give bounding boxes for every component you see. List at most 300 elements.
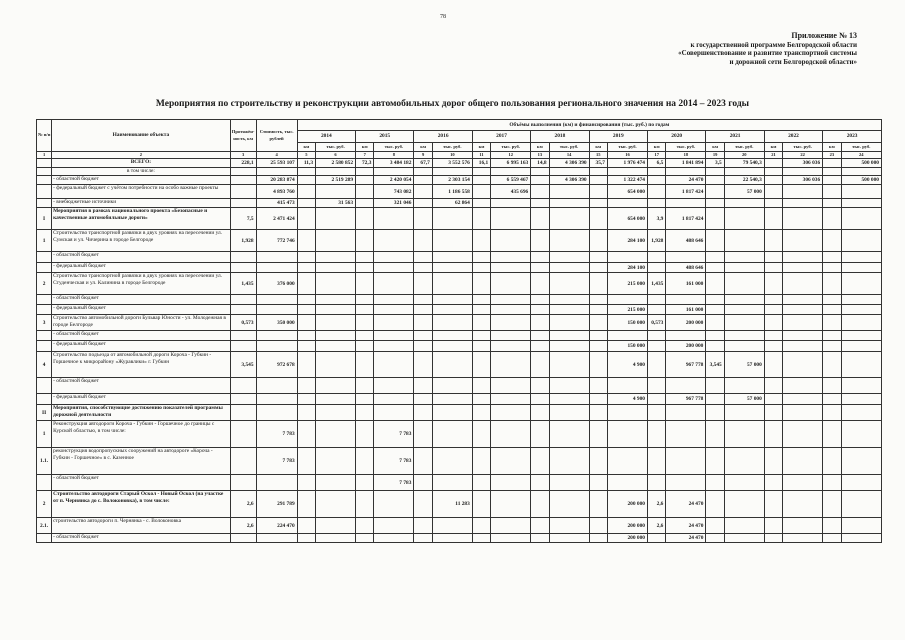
cell-rub: 1 817 424 (666, 208, 706, 230)
cell-rub (549, 378, 589, 394)
cell-rub: 24 470 (666, 176, 706, 185)
cell-rub (316, 208, 356, 230)
cell-km (764, 230, 782, 252)
row-name: Строительство транспортной развязки в двух уровнях на пересечении ул. Студенческая и ул. Калинина в городе Белгороде (52, 273, 230, 295)
cell-rub (491, 475, 531, 491)
cell-km (589, 305, 607, 315)
cell-rub (549, 252, 589, 263)
cell-rub (724, 315, 764, 331)
cell-km (356, 331, 374, 341)
cell-km (648, 168, 666, 176)
cell-rub: 1 186 558 (432, 185, 472, 199)
cell-km (414, 394, 432, 405)
row-length (230, 176, 256, 185)
cell-rub (491, 352, 531, 378)
cell-rub (841, 252, 881, 263)
row-length (230, 252, 256, 263)
cell-km (531, 168, 549, 176)
row-number (37, 331, 52, 341)
header-rub-2015: тыс. руб. (374, 143, 414, 152)
cell-km (472, 341, 490, 352)
row-name: - внебюджетные источники (52, 199, 230, 208)
cell-rub (374, 378, 414, 394)
cell-km (414, 199, 432, 208)
cell-rub: 1 322 474 (607, 176, 647, 185)
cell-km (589, 518, 607, 534)
cell-rub (432, 295, 472, 305)
cell-rub (549, 341, 589, 352)
cell-km (823, 475, 841, 491)
cell-km (648, 185, 666, 199)
cell-rub (841, 168, 881, 176)
header-rub-2023: тыс. руб. (841, 143, 881, 152)
cell-km: 14,8 (531, 159, 549, 168)
cell-rub: 1 976 474 (607, 159, 647, 168)
header-km-2021: км (706, 143, 724, 152)
table-row (37, 331, 882, 341)
header-rub-2022: тыс. руб. (783, 143, 823, 152)
cell-km (706, 252, 724, 263)
cell-km (706, 491, 724, 518)
cell-rub (316, 185, 356, 199)
cell-km (764, 305, 782, 315)
cell-km (823, 518, 841, 534)
cell-rub (491, 534, 531, 543)
cell-km (764, 176, 782, 185)
cell-km (297, 230, 315, 252)
cell-rub: 306 036 (783, 159, 823, 168)
cell-rub (666, 199, 706, 208)
page-number: 78 (440, 14, 446, 20)
cell-km (297, 421, 315, 448)
cell-km (764, 208, 782, 230)
cell-rub (724, 475, 764, 491)
cell-rub (432, 448, 472, 475)
row-number (37, 176, 52, 185)
row-name: ВСЕГО: (52, 159, 230, 168)
cell-km (589, 168, 607, 176)
cell-rub (432, 518, 472, 534)
cell-km (589, 341, 607, 352)
cell-km (589, 273, 607, 295)
cell-rub (374, 352, 414, 378)
cell-km (297, 199, 315, 208)
cell-rub: 654 000 (607, 208, 647, 230)
cell-rub (724, 534, 764, 543)
cell-km (706, 475, 724, 491)
header-col-index: 21 (764, 152, 782, 159)
cell-rub (432, 378, 472, 394)
cell-km (297, 331, 315, 341)
cell-km (531, 421, 549, 448)
cell-rub (491, 341, 531, 352)
cell-km (823, 208, 841, 230)
cell-km (648, 405, 666, 421)
row-number (37, 199, 52, 208)
row-name: - областной бюджет (52, 252, 230, 263)
cell-rub (549, 168, 589, 176)
cell-km (414, 341, 432, 352)
row-length (230, 341, 256, 352)
table-row (37, 448, 882, 475)
cell-km (589, 199, 607, 208)
table-row (37, 159, 882, 168)
cell-rub (666, 252, 706, 263)
row-name: - областной бюджет (52, 475, 230, 491)
row-cost (256, 295, 297, 305)
cell-km (823, 230, 841, 252)
cell-rub: 31 563 (316, 199, 356, 208)
row-length: 2,6 (230, 518, 256, 534)
cell-rub (374, 331, 414, 341)
cell-km (764, 534, 782, 543)
cell-rub (607, 252, 647, 263)
cell-km (472, 273, 490, 295)
cell-km (648, 331, 666, 341)
cell-km (472, 230, 490, 252)
table-row (37, 199, 882, 208)
row-cost: 291 789 (256, 491, 297, 518)
header-year-2014: 2014 (297, 131, 355, 143)
row-length (230, 263, 256, 273)
row-name: - федеральный бюджет (52, 394, 230, 405)
cell-km (531, 252, 549, 263)
row-cost (256, 168, 297, 176)
cell-km (531, 208, 549, 230)
cell-rub (374, 305, 414, 315)
row-cost: 350 000 (256, 315, 297, 331)
cell-rub (724, 168, 764, 176)
cell-km (472, 185, 490, 199)
row-cost: 224 470 (256, 518, 297, 534)
cell-km (706, 394, 724, 405)
row-name: - федеральный бюджет (52, 263, 230, 273)
cell-rub (724, 331, 764, 341)
cell-rub: 24 470 (666, 518, 706, 534)
cell-km (472, 263, 490, 273)
row-number: 2.1. (37, 518, 52, 534)
cell-km (297, 176, 315, 185)
row-length (230, 448, 256, 475)
header-km-2023: км (823, 143, 841, 152)
row-cost: 25 593 107 (256, 159, 297, 168)
cell-rub: 6 995 163 (491, 159, 531, 168)
header-col-index: 24 (841, 152, 881, 159)
cell-rub (432, 168, 472, 176)
cell-rub: 161 000 (666, 305, 706, 315)
header-volumes: Объёмы выполнения (км) и финансирования (тыс. руб.) по годам (297, 120, 881, 131)
cell-km (531, 199, 549, 208)
cell-rub (607, 378, 647, 394)
header-year-2015: 2015 (356, 131, 414, 143)
table-row (37, 394, 882, 405)
header-col-index: 5 (297, 152, 315, 159)
row-length: 7,5 (230, 208, 256, 230)
row-number: 1 (37, 421, 52, 448)
cell-km (823, 421, 841, 448)
cell-km (472, 331, 490, 341)
header-km-2017: км (472, 143, 490, 152)
row-number (37, 341, 52, 352)
cell-rub (783, 352, 823, 378)
header-rub-2021: тыс. руб. (724, 143, 764, 152)
row-length (230, 331, 256, 341)
cell-km (531, 405, 549, 421)
cell-rub (607, 331, 647, 341)
cell-rub (374, 534, 414, 543)
header-col-index: 6 (316, 152, 356, 159)
cell-rub (432, 208, 472, 230)
cell-rub (841, 185, 881, 199)
cell-km: 16,1 (472, 159, 490, 168)
row-name: Строительство подъезда от автомобильной дороги Короча - Губкин - Горшечное к микрорайону «Журавлики» г. Губкин (52, 352, 230, 378)
annex-line-1: Приложение № 13 (791, 31, 857, 40)
cell-rub (783, 252, 823, 263)
cell-rub: 57 000 (724, 185, 764, 199)
cell-km (297, 315, 315, 331)
cell-km: 3,9 (648, 208, 666, 230)
cell-rub (666, 421, 706, 448)
cell-rub: 62 864 (432, 199, 472, 208)
cell-km (472, 199, 490, 208)
cell-km (472, 491, 490, 518)
cell-rub (841, 273, 881, 295)
cell-rub (724, 230, 764, 252)
row-name: Мероприятия, способствующие достижению показателей программы дорожной деятельности (52, 405, 230, 421)
cell-km (764, 448, 782, 475)
cell-rub: 150 000 (607, 315, 647, 331)
cell-km (706, 230, 724, 252)
cell-rub (432, 352, 472, 378)
cell-rub (724, 405, 764, 421)
row-number: I (37, 208, 52, 230)
cell-rub (783, 263, 823, 273)
cell-rub (607, 405, 647, 421)
cell-km (706, 168, 724, 176)
cell-rub: 4 900 (607, 394, 647, 405)
cell-km (648, 475, 666, 491)
cell-km (531, 352, 549, 378)
header-col-index: 13 (531, 152, 549, 159)
table-row (37, 168, 882, 176)
cell-km (648, 394, 666, 405)
cell-km (531, 305, 549, 315)
cell-rub (724, 295, 764, 305)
annex-line-4: и дорожной сети Белгородской области» (729, 57, 857, 66)
cell-km (823, 352, 841, 378)
cell-rub (841, 199, 881, 208)
cell-km (297, 295, 315, 305)
cell-rub (549, 331, 589, 341)
cell-km (764, 263, 782, 273)
table-row (37, 185, 882, 199)
cell-rub (549, 394, 589, 405)
cell-km (589, 315, 607, 331)
cell-km (414, 475, 432, 491)
cell-km (764, 341, 782, 352)
cell-km (297, 394, 315, 405)
cell-km (297, 378, 315, 394)
cell-km (706, 315, 724, 331)
cell-rub (316, 518, 356, 534)
cell-rub (491, 421, 531, 448)
cell-rub (607, 199, 647, 208)
cell-km (531, 394, 549, 405)
header-col-index: 23 (823, 152, 841, 159)
cell-km (472, 176, 490, 185)
header-col-index: 15 (589, 152, 607, 159)
cell-rub (783, 475, 823, 491)
row-cost: 772 746 (256, 230, 297, 252)
row-name: - областной бюджет (52, 295, 230, 305)
cell-rub (432, 475, 472, 491)
cell-rub (432, 273, 472, 295)
cell-rub (549, 405, 589, 421)
cell-rub: 200 000 (607, 518, 647, 534)
cell-rub (491, 405, 531, 421)
cell-rub (316, 421, 356, 448)
cell-km (589, 394, 607, 405)
cell-rub (316, 405, 356, 421)
cell-rub: 435 696 (491, 185, 531, 199)
cell-km (706, 185, 724, 199)
row-number (37, 305, 52, 315)
cell-km (589, 176, 607, 185)
row-length: 228,1 (230, 159, 256, 168)
header-rub-2014: тыс. руб. (316, 143, 356, 152)
cell-km (648, 263, 666, 273)
row-name: - федеральный бюджет с учётом потребности на особо важные проекты (52, 185, 230, 199)
row-length (230, 394, 256, 405)
cell-km (823, 295, 841, 305)
cell-rub (724, 378, 764, 394)
cell-km (297, 448, 315, 475)
table-row (37, 352, 882, 378)
row-cost: 7 783 (256, 448, 297, 475)
document-title: Мероприятия по строительству и реконструкции автомобильных дорог общего пользования регионального значения на 2014 – 2023 годы (155, 99, 750, 109)
row-cost: 20 283 874 (256, 176, 297, 185)
header-km-2014: км (297, 143, 315, 152)
cell-km (823, 273, 841, 295)
cell-rub (841, 295, 881, 305)
cell-rub (491, 394, 531, 405)
cell-km (297, 185, 315, 199)
cell-km (356, 341, 374, 352)
cell-rub (841, 208, 881, 230)
cell-km (356, 252, 374, 263)
row-number: 2 (37, 491, 52, 518)
header-col-index: 3 (230, 152, 256, 159)
cell-km (531, 230, 549, 252)
cell-rub (549, 273, 589, 295)
cell-km (472, 394, 490, 405)
cell-km (589, 448, 607, 475)
cell-rub (491, 168, 531, 176)
row-name: Реконструкция автодороги Короча - Губкин - Горшечное до границы с Курской областью, в том числе: (52, 421, 230, 448)
row-number: II (37, 405, 52, 421)
cell-rub: 284 100 (607, 263, 647, 273)
cell-rub (491, 199, 531, 208)
header-col-index: 12 (491, 152, 531, 159)
cell-km (764, 352, 782, 378)
row-name: - федеральный бюджет (52, 341, 230, 352)
header-year-2016: 2016 (414, 131, 472, 143)
row-number (37, 185, 52, 199)
cell-rub (724, 448, 764, 475)
table-row (37, 263, 882, 273)
cell-km (297, 475, 315, 491)
row-number: 3 (37, 315, 52, 331)
cell-rub (783, 295, 823, 305)
cell-rub (549, 185, 589, 199)
cell-rub (432, 534, 472, 543)
cell-km (823, 341, 841, 352)
header-col-index: 2 (52, 152, 230, 159)
cell-km (648, 252, 666, 263)
cell-rub (549, 491, 589, 518)
cell-km (823, 331, 841, 341)
cell-km (414, 448, 432, 475)
cell-km (531, 331, 549, 341)
cell-rub (783, 273, 823, 295)
row-length (230, 305, 256, 315)
table-row (37, 475, 882, 491)
header-num: № п/п (37, 120, 52, 152)
header-length: Протяжён-ность, км (230, 120, 256, 152)
row-length (230, 421, 256, 448)
row-cost (256, 405, 297, 421)
cell-km (297, 252, 315, 263)
cell-km (356, 475, 374, 491)
cell-rub (783, 421, 823, 448)
cell-rub: 967 778 (666, 352, 706, 378)
cell-rub (432, 252, 472, 263)
cell-km (472, 534, 490, 543)
cell-rub (549, 534, 589, 543)
row-length (230, 378, 256, 394)
cell-km (356, 378, 374, 394)
cell-rub: 4 306 390 (549, 176, 589, 185)
cell-km (414, 208, 432, 230)
cell-rub (316, 295, 356, 305)
row-cost: 415 473 (256, 199, 297, 208)
cell-km (589, 331, 607, 341)
cell-rub: 743 082 (374, 185, 414, 199)
cell-km: 2,6 (648, 518, 666, 534)
cell-km (414, 168, 432, 176)
cell-km (706, 378, 724, 394)
cell-km (531, 518, 549, 534)
cell-rub (549, 518, 589, 534)
cell-rub: 3 552 576 (432, 159, 472, 168)
row-cost: 2 471 424 (256, 208, 297, 230)
row-number (37, 295, 52, 305)
cell-km (589, 263, 607, 273)
cell-rub (841, 305, 881, 315)
cell-rub: 200 000 (666, 341, 706, 352)
header-rub-2016: тыс. руб. (432, 143, 472, 152)
cell-km (472, 315, 490, 331)
cell-rub (783, 341, 823, 352)
cell-rub (607, 475, 647, 491)
cell-rub (783, 534, 823, 543)
cell-rub (491, 230, 531, 252)
table-row (37, 208, 882, 230)
cell-km (706, 421, 724, 448)
header-rub-2019: тыс. руб. (607, 143, 647, 152)
table-row (37, 273, 882, 295)
header-year-2019: 2019 (589, 131, 647, 143)
